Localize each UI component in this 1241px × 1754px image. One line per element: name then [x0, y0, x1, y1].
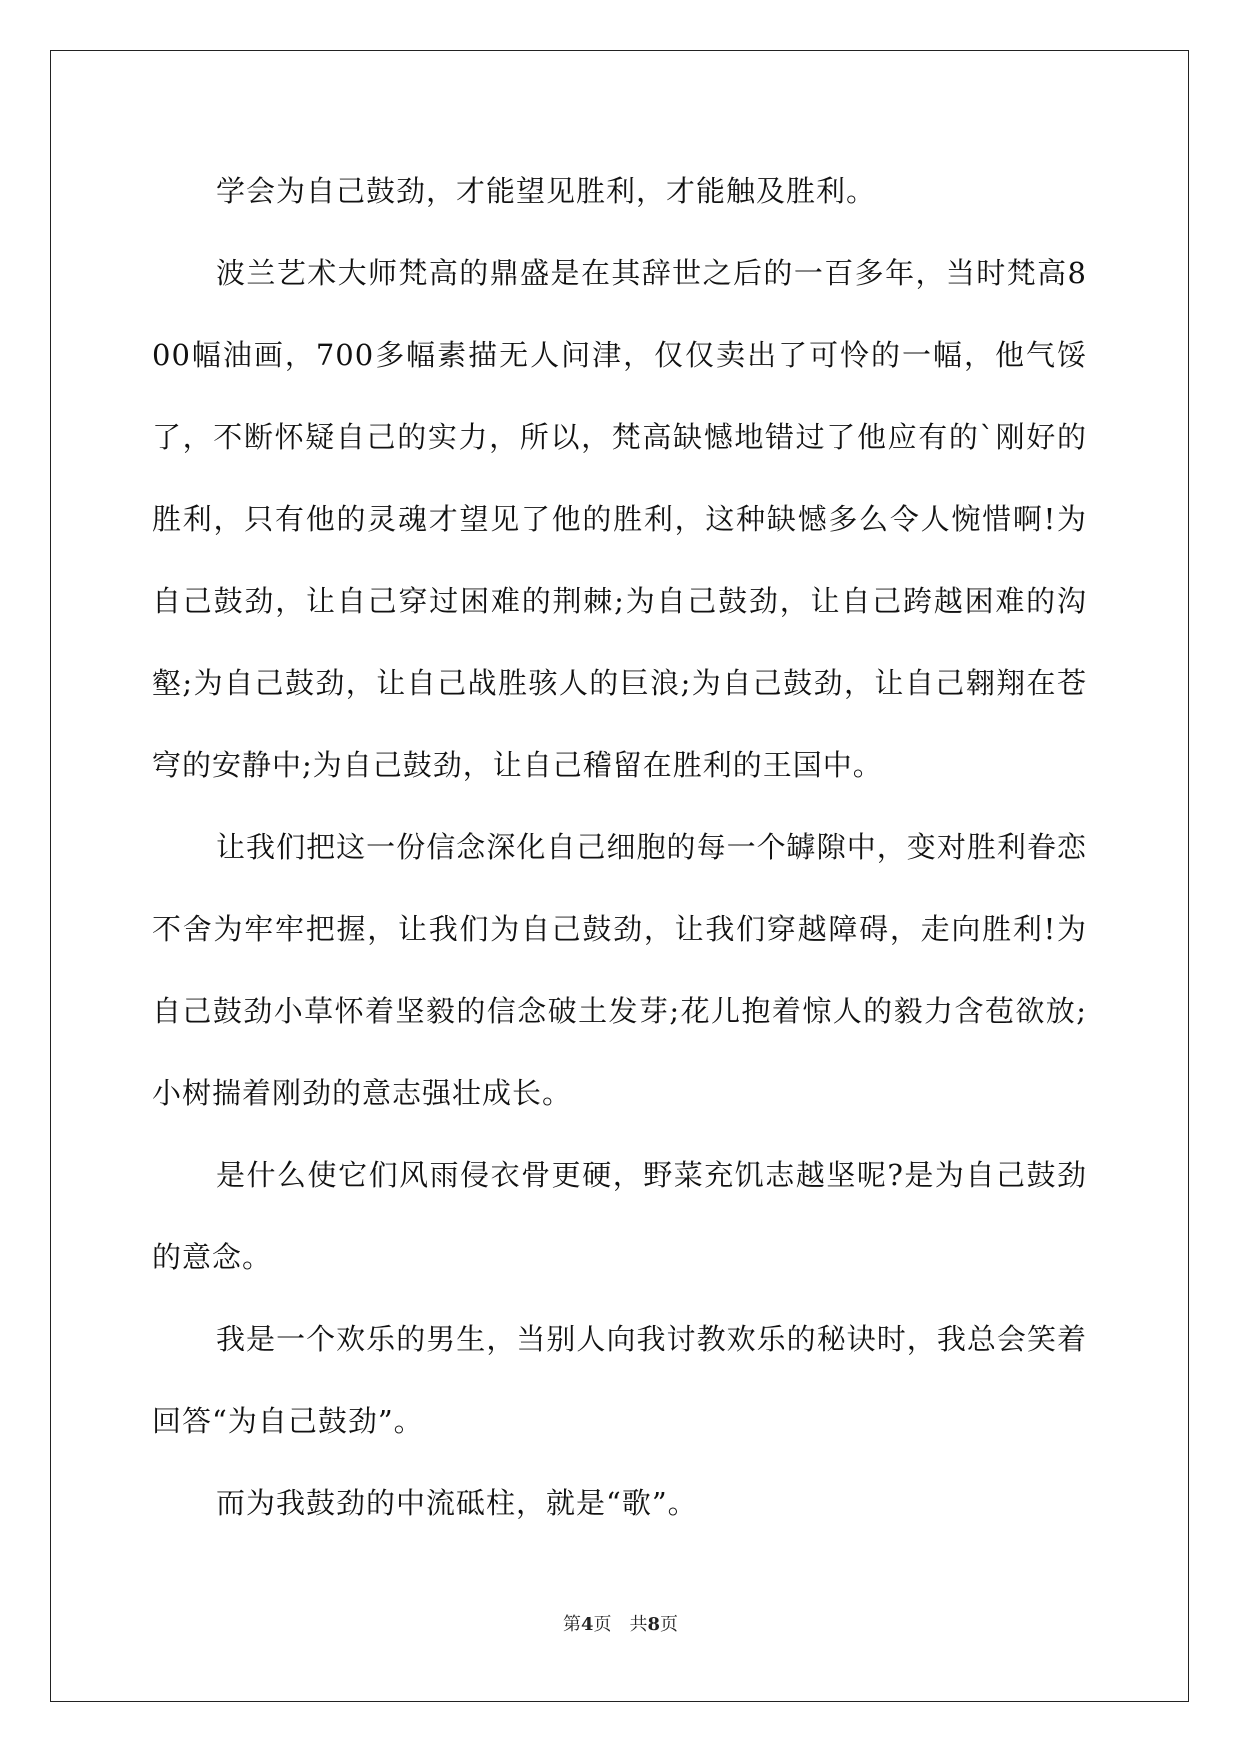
current-page-number: 4 — [580, 1614, 594, 1635]
paragraph-4: 是什么使它们风雨侵衣骨更硬，野菜充饥志越坚呢?是为自己鼓劲的意念。 — [152, 1158, 1087, 1274]
paragraph-5: 我是一个欢乐的男生，当别人向我讨教欢乐的秘诀时，我总会笑着回答“为自己鼓劲”。 — [152, 1322, 1087, 1438]
document-body — [152, 150, 1087, 1544]
paragraph-2: 波兰艺术大师梵高的鼎盛是在其辞世之后的一百多年，当时梵高800幅油画，700多幅素描无人问津，仅仅卖出了可怜的一幅，他气馁了，不断怀疑自己的实力，所以，梵高缺憾地错过了他应有的`刚好的胜利，只有他的灵魂才望见了他的胜利，这种缺憾多么令人惋惜啊!为自己鼓劲，让自己穿过困难的荆棘;为自己鼓劲，让自己跨越困难的沟壑;为自己鼓劲，让自己战胜骇人的巨浪;为自己鼓劲，让自己翱翔在苍穹的安静中;为自己鼓劲，让自己稽留在胜利的王国中。 — [152, 256, 1087, 782]
footer-total-suffix: 页 — [660, 1614, 679, 1635]
paragraph-1: 学会为自己鼓劲，才能望见胜利，才能触及胜利。 — [216, 174, 877, 208]
paragraph-6: 而为我鼓劲的中流砥柱，就是“歌”。 — [216, 1486, 698, 1520]
page-footer — [0, 1610, 1241, 1636]
footer-total-prefix: 共 — [629, 1614, 648, 1635]
total-page-number: 8 — [647, 1614, 661, 1635]
paragraph-3: 让我们把这一份信念深化自己细胞的每一个罅隙中，变对胜利眷恋不舍为牢牢把握，让我们为自己鼓劲，让我们穿越障碍，走向胜利!为自己鼓劲小草怀着坚毅的信念破土发芽;花儿抱着惊人的毅力含苞欲放;小树揣着刚劲的意志强壮成长。 — [152, 830, 1087, 1110]
footer-prefix: 第 — [562, 1614, 581, 1635]
footer-page-suffix: 页 — [593, 1614, 612, 1635]
